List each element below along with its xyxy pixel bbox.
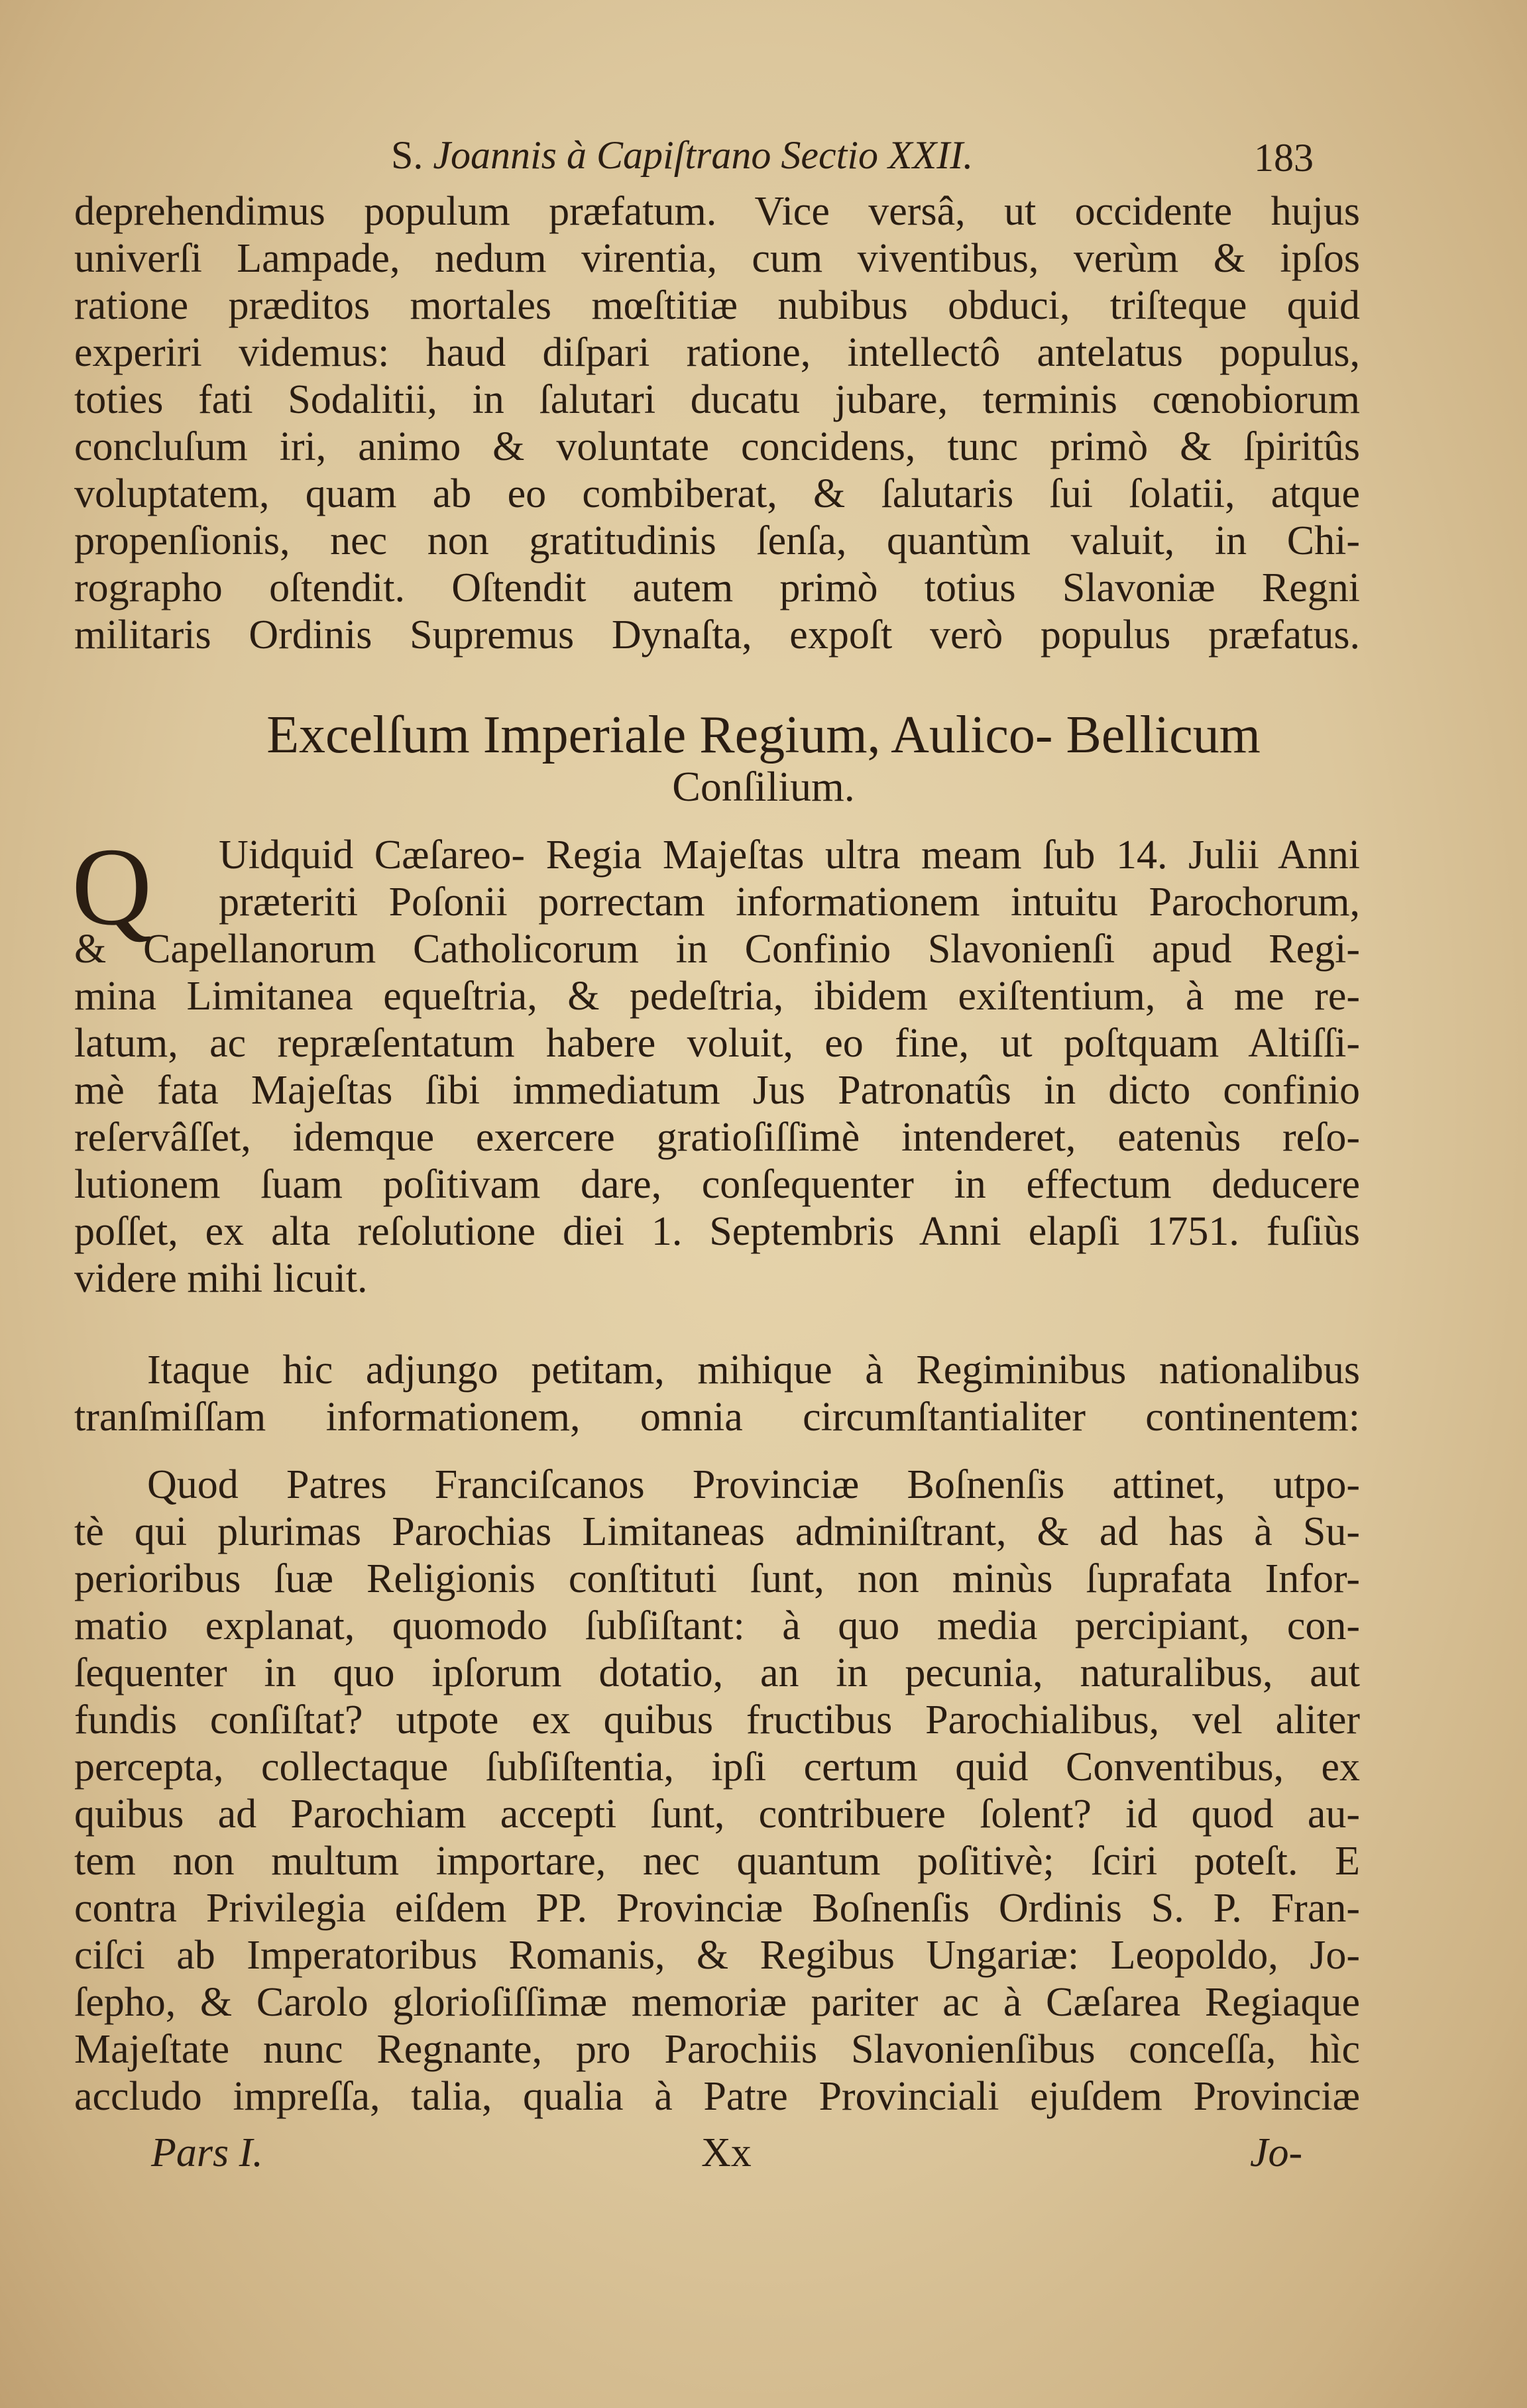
section-subheading: Conſilium. <box>672 763 855 810</box>
text-line: propenſionis, nec non gratitudinis ſenſa, quantùm valuit, in Chi- <box>74 518 1360 563</box>
text-line: præteriti Poſonii porrectam informationem intuitu Parochorum, <box>219 880 1360 925</box>
page-header <box>0 133 1527 192</box>
text-line: militaris Ordinis Supremus Dynaſta, expoſt verò populus præfatus. <box>74 612 1360 658</box>
drop-cap: Q <box>72 825 152 948</box>
signature-mark: Xx <box>701 2130 752 2175</box>
text-line: quibus ad Parochiam accepti ſunt, contribuere ſolent? id quod au- <box>74 1792 1360 1837</box>
text-line: experiri videmus: haud diſpari ratione, intellectô antelatus populus, <box>74 330 1360 375</box>
text-line: fundis conſiſtat? utpote ex quibus fructibus Parochialibus, vel aliter <box>74 1697 1360 1743</box>
text-line: concluſum iri, animo & voluntate concidens, tunc primò & ſpiritûs <box>74 424 1360 469</box>
catchword: Jo- <box>1250 2130 1303 2175</box>
text-line: voluptatem, quam ab eo combiberat, & ſalutaris ſui ſolatii, atque <box>74 471 1360 516</box>
text-line: ratione præditos mortales mœſtitiæ nubibus obduci, triſteque quid <box>74 283 1360 328</box>
text-line: matio explanat, quomodo ſubſiſtant: à quo media percipiant, con- <box>74 1603 1360 1648</box>
text-line: rographo oſtendit. Oſtendit autem primò totius Slavoniæ Regni <box>74 565 1360 610</box>
text-line: mè fata Majeſtas ſibi immediatum Jus Patronatûs in dicto confinio <box>74 1068 1360 1113</box>
text-line: ſequenter in quo ipſorum dotatio, an in pecunia, naturalibus, aut <box>74 1650 1360 1695</box>
text-line: reſervâſſet, idemque exercere gratioſiſſimè intenderet, eatenùs reſo- <box>74 1115 1360 1160</box>
text-line: tè qui plurimas Parochias Limitaneas adminiſtrant, & ad has à Su- <box>74 1509 1360 1554</box>
text-line: lutionem ſuam poſitivam dare, conſequenter in effectum deducere <box>74 1162 1360 1207</box>
paragraph-3 <box>74 1347 1360 1441</box>
text-line: percepta, collectaque ſubſiſtentia, ipſi certum quid Conventibus, ex <box>74 1745 1360 1790</box>
paragraph-4 <box>74 1462 1360 2120</box>
section-heading: Excelſum Imperiale Regium, Aulico- Bellicum <box>266 706 1261 764</box>
text-line: Itaque hic adjungo petitam, mihique à Regiminibus nationalibus <box>147 1347 1360 1393</box>
text-line: contra Privilegia eiſdem PP. Provinciæ Boſnenſis Ordinis S. P. Fran- <box>74 1886 1360 1931</box>
text-line: ciſci ab Imperatoribus Romanis, & Regibus Ungariæ: Leopoldo, Jo- <box>74 1933 1360 1978</box>
text-line: Majeſtate nunc Regnante, pro Parochiis Slavonienſibus conceſſa, hìc <box>74 2027 1360 2072</box>
text-line: Quod Patres Franciſcanos Provinciæ Boſnenſis attinet, utpo- <box>147 1462 1360 1507</box>
page-footer <box>0 2130 1527 2183</box>
text-line: tem non multum importare, nec quantum poſitivè; ſciri poteſt. E <box>74 1839 1360 1884</box>
text-line: & Capellanorum Catholicorum in Confinio Slavonienſi apud Regi- <box>74 927 1360 972</box>
page-number: 183 <box>1254 136 1314 180</box>
text-line: poſſet, ex alta reſolutione diei 1. Septembris Anni elapſi 1751. fuſiùs <box>74 1209 1360 1254</box>
part-label: Pars I. <box>151 2130 263 2175</box>
text-line: perioribus ſuæ Religionis conſtituti ſunt, non minùs ſuprafata Infor- <box>74 1556 1360 1601</box>
running-title: S. Joannis à Capiſtrano Sectio XXII. <box>391 133 974 177</box>
text-line: latum, ac repræſentatum habere voluit, eo fine, ut poſtquam Altiſſi- <box>74 1021 1360 1066</box>
text-line: deprehendimus populum præfatum. Vice versâ, ut occidente hujus <box>74 189 1360 234</box>
text-line: videre mihi licuit. <box>74 1256 368 1301</box>
text-line: toties fati Sodalitii, in ſalutari ducatu jubare, terminis cœnobiorum <box>74 377 1360 422</box>
paragraph-1 <box>74 188 1360 659</box>
text-line: Uidquid Cæſareo- Regia Majeſtas ultra meam ſub 14. Julii Anni <box>219 832 1360 878</box>
text-line: mina Limitanea equeſtria, & pedeſtria, ibidem exiſtentium, à me re- <box>74 974 1360 1019</box>
text-line: accludo impreſſa, talia, qualia à Patre Provinciali ejuſdem Provinciæ <box>74 2074 1360 2119</box>
text-line: univerſi Lampade, nedum virentia, cum viventibus, verùm & ipſos <box>74 236 1360 281</box>
text-line: ſepho, & Carolo glorioſiſſimæ memoriæ pariter ac à Cæſarea Regiaque <box>74 1980 1360 2025</box>
text-line: tranſmiſſam informationem, omnia circumſtantialiter continentem: <box>74 1395 1360 1440</box>
paragraph-2 <box>72 825 1360 1302</box>
